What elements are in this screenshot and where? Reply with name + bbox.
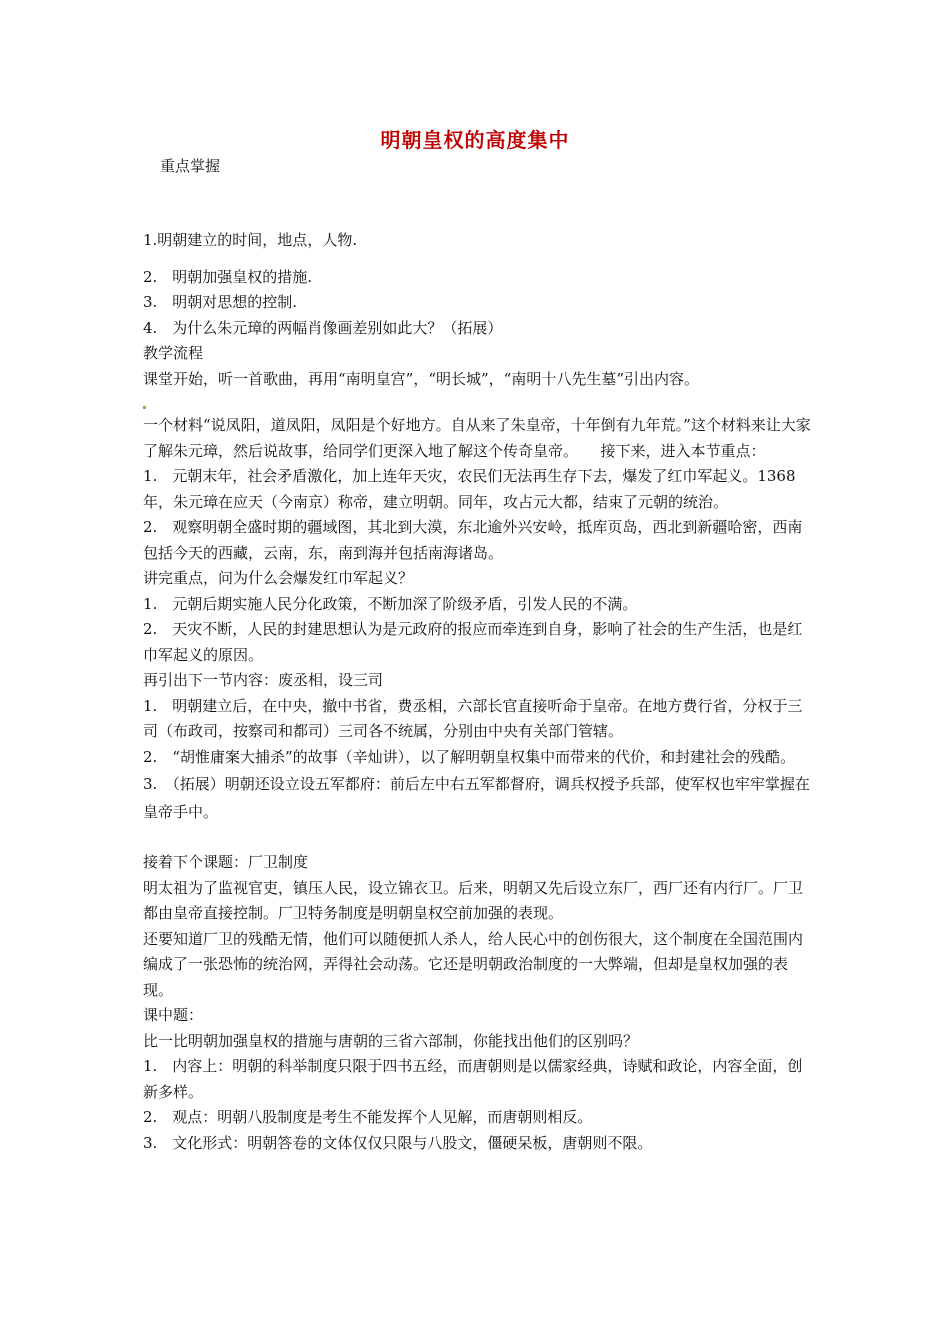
key-point: 3. 明朝对思想的控制.: [143, 293, 298, 311]
key-point: 1.明朝建立的时间，地点，人物.: [143, 231, 358, 249]
key-point: 2. 明朝加强皇权的措施.: [143, 267, 313, 286]
list-item: 1. 元朝末年，社会矛盾激化，加上连年天灾，农民们无法再生存下去，爆发了红巾军起义。1368年，朱元璋在应天（今南京）称帝，建立明朝。同年，攻占元大都，结束了元朝的统治。: [143, 467, 796, 511]
answer-item: 2. 观点：明朝八股制度是考生不能发挥个人见解，而唐朝则相反。: [143, 1108, 593, 1126]
question-line: 讲完重点，问为什么会爆发红巾军起义？: [143, 569, 414, 587]
list-item: 2. 天灾不断，人民的封建思想认为是元政府的报应而牵连到自身，影响了社会的生产生活，也是红巾军起义的原因。: [143, 620, 803, 664]
class-question: 比一比明朝加强皇权的措施与唐朝的三省六部制，你能找出他们的区别吗？: [143, 1031, 639, 1050]
next-section-line: 再引出下一节内容：废丞相，设三司: [143, 671, 384, 689]
topic-heading: 接着下个课题：厂卫制度: [143, 853, 309, 871]
flow-intro: 课堂开始，听一首歌曲，再用“南明皇宫”，“明长城”，“南明十八先生墓”引出内容。: [143, 369, 700, 388]
list-item: 3. （拓展）明朝还设立设五军都府：前后左中右五军都督府，调兵权授予兵部，使军权也牢牢掌握在皇帝手中。: [143, 775, 810, 821]
bullet-dot: [143, 406, 146, 409]
document-title: 明朝皇权的高度集中: [380, 128, 570, 152]
list-item: 2. “胡惟庸案大捕杀”的故事（辛灿讲），以了解明朝皇权集中而带来的代价，和封建社会的残酷。: [143, 747, 796, 766]
key-points-list: [143, 228, 811, 1156]
key-point: 4. 为什么朱元璋的两幅肖像画差别如此大？（拓展）: [143, 318, 503, 337]
answer-item: 1. 内容上：明朝的科举制度只限于四书五经，而唐朝则是以儒家经典，诗赋和政论，内容全面，创新多样。: [143, 1057, 803, 1101]
class-question-heading: 课中题：: [143, 1006, 204, 1024]
list-item: 1. 明朝建立后，在中央，撤中书省，费丞相，六部长官直接听命于皇帝。在地方费行省，分权于三司（布政司，按察司和都司）三司各不统属，分别由中央有关部门管辖。: [143, 696, 803, 740]
flow-heading: 教学流程: [143, 344, 204, 362]
list-item: 2. 观察明朝全盛时期的疆域图，其北到大漠，东北逾外兴安岭，抵库页岛，西北到新疆哈密，西南包括今天的西藏，云南，东，南到海并包括南海诸岛。: [143, 518, 803, 562]
material-paragraph: 一个材料“说凤阳，道凤阳，凤阳是个好地方。自从来了朱皇帝，十年倒有九年荒。”这个材料来让大家了解朱元璋，然后说故事，给同学们更深入地了解这个传奇皇帝。 接下来，进入本节重点：: [143, 416, 811, 460]
topic-paragraph: 还要知道厂卫的残酷无情，他们可以随便抓人杀人，给人民心中的创伤很大，这个制度在全国范围内编成了一张恐怖的统治网，弄得社会动荡。它还是明朝政治制度的一大弊端，但却是皇权加强的表现。: [143, 929, 804, 999]
topic-paragraph: 明太祖为了监视官吏，镇压人民，设立锦衣卫。后来，明朝又先后设立东厂，西厂还有内行厂。厂卫都由皇帝直接控制。厂卫特务制度是明朝皇权空前加强的表现。: [143, 878, 804, 922]
answer-item: 3. 文化形式：明朝答卷的文体仅仅只限与八股文，僵硬呆板，唐朝则不限。: [143, 1133, 653, 1152]
list-item: 1. 元朝后期实施人民分化政策，不断加深了阶级矛盾，引发人民的不满。: [143, 594, 638, 613]
section-subhead: 重点掌握: [160, 157, 221, 175]
